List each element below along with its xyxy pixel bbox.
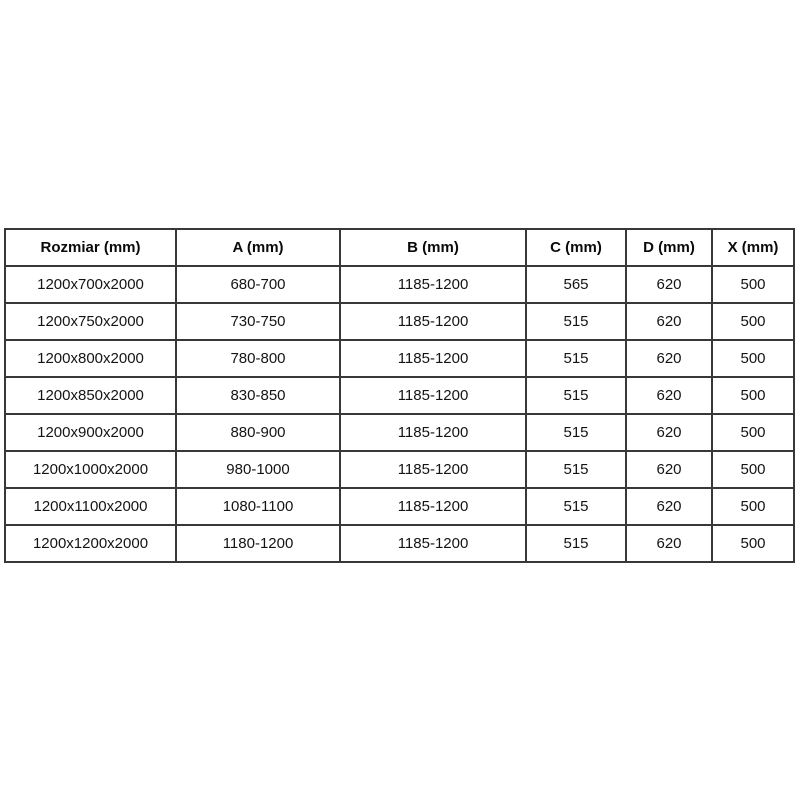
table-cell: 730-750 [176, 303, 340, 340]
table-cell: 515 [526, 377, 626, 414]
size-spec-table [4, 228, 795, 563]
table-cell: 1200x900x2000 [5, 414, 176, 451]
table-cell: 500 [712, 266, 794, 303]
table-cell: 780-800 [176, 340, 340, 377]
table-cell: 980-1000 [176, 451, 340, 488]
table-cell: 500 [712, 414, 794, 451]
table-cell: 1185-1200 [340, 525, 526, 562]
column-header-a: A (mm) [176, 229, 340, 266]
column-header-c: C (mm) [526, 229, 626, 266]
table-cell: 500 [712, 377, 794, 414]
table-row [5, 451, 794, 488]
table-cell: 1185-1200 [340, 451, 526, 488]
table-cell: 620 [626, 414, 712, 451]
table-cell: 620 [626, 377, 712, 414]
table-row [5, 414, 794, 451]
column-header-d: D (mm) [626, 229, 712, 266]
table-cell: 500 [712, 303, 794, 340]
table-cell: 1185-1200 [340, 266, 526, 303]
table-cell: 500 [712, 340, 794, 377]
column-header-rozmiar: Rozmiar (mm) [5, 229, 176, 266]
table-cell: 1200x1100x2000 [5, 488, 176, 525]
column-header-x: X (mm) [712, 229, 794, 266]
table-cell: 565 [526, 266, 626, 303]
table-cell: 1200x1000x2000 [5, 451, 176, 488]
table-cell: 515 [526, 488, 626, 525]
table-cell: 515 [526, 340, 626, 377]
table-cell: 500 [712, 451, 794, 488]
table-cell: 1200x1200x2000 [5, 525, 176, 562]
table-cell: 1200x850x2000 [5, 377, 176, 414]
table-cell: 500 [712, 525, 794, 562]
table-row [5, 488, 794, 525]
table-cell: 830-850 [176, 377, 340, 414]
table-cell: 620 [626, 488, 712, 525]
table-cell: 515 [526, 414, 626, 451]
table-cell: 1185-1200 [340, 414, 526, 451]
table-cell: 620 [626, 525, 712, 562]
table-cell: 1185-1200 [340, 488, 526, 525]
column-header-b: B (mm) [340, 229, 526, 266]
table-row [5, 340, 794, 377]
table-body [5, 266, 794, 562]
table-cell: 1185-1200 [340, 377, 526, 414]
table-cell: 620 [626, 451, 712, 488]
table-row [5, 377, 794, 414]
table-cell: 1185-1200 [340, 340, 526, 377]
table-cell: 515 [526, 451, 626, 488]
table-cell: 620 [626, 340, 712, 377]
table-cell: 500 [712, 488, 794, 525]
table-cell: 515 [526, 525, 626, 562]
table-cell: 1200x750x2000 [5, 303, 176, 340]
table-cell: 1180-1200 [176, 525, 340, 562]
table-cell: 680-700 [176, 266, 340, 303]
table-cell: 1185-1200 [340, 303, 526, 340]
table-cell: 880-900 [176, 414, 340, 451]
table-cell: 620 [626, 266, 712, 303]
table-cell: 515 [526, 303, 626, 340]
table-cell: 1200x800x2000 [5, 340, 176, 377]
table-header-row [5, 229, 794, 266]
table-row [5, 303, 794, 340]
table-cell: 620 [626, 303, 712, 340]
table-cell: 1080-1100 [176, 488, 340, 525]
table-cell: 1200x700x2000 [5, 266, 176, 303]
table-row [5, 266, 794, 303]
table-row [5, 525, 794, 562]
